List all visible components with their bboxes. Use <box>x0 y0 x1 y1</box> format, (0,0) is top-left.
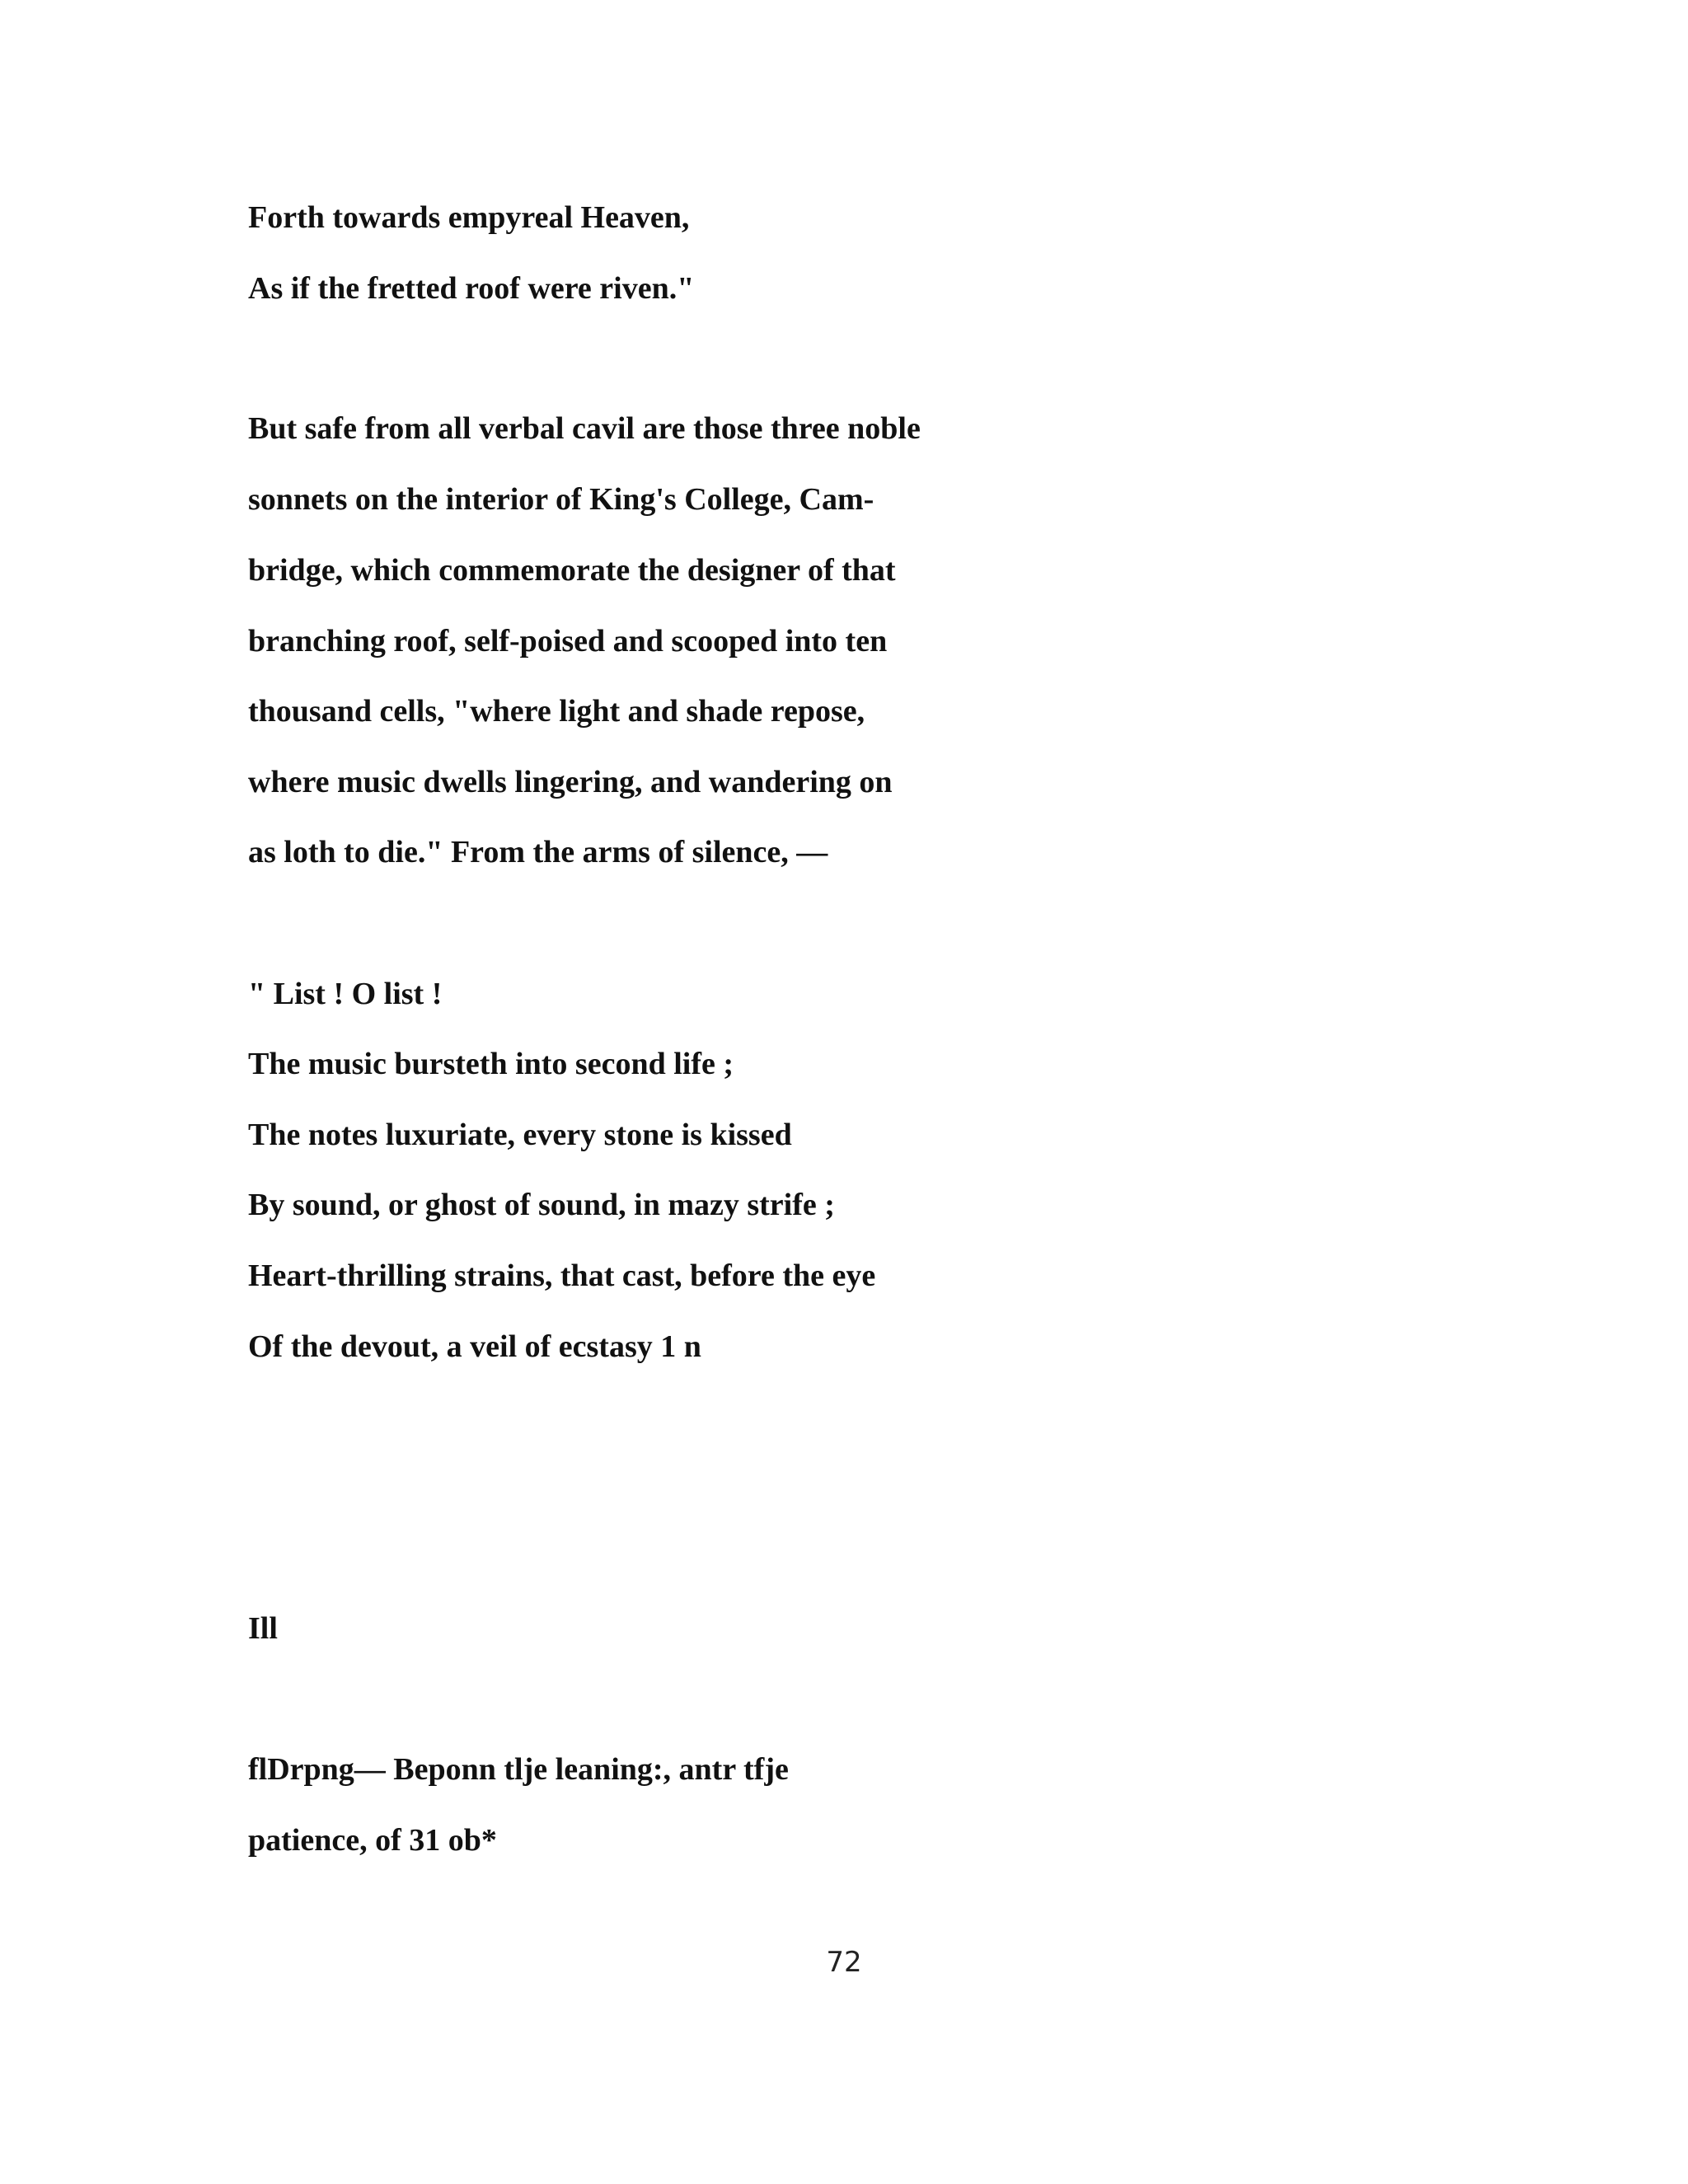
text-line: By sound, or ghost of sound, in mazy strife ; <box>248 1188 835 1222</box>
text-line: Of the devout, a veil of ecstasy 1 n <box>248 1329 701 1364</box>
text-line: Ill <box>248 1611 278 1646</box>
text-line: The music bursteth into second life ; <box>248 1047 734 1081</box>
text-line: thousand cells, "where light and shade repose, <box>248 694 865 729</box>
text-line: patience, of 31 ob* <box>248 1823 497 1858</box>
text-line: branching roof, self-poised and scooped into ten <box>248 624 888 658</box>
text-line: As if the fretted roof were riven." <box>248 271 695 306</box>
page-number: 72 <box>826 1946 862 1979</box>
text-line: where music dwells lingering, and wandering on <box>248 765 893 799</box>
text-line: flDrpng— Beponn tlje leaning:, antr tfje <box>248 1752 789 1787</box>
text-line: Heart-thrilling strains, that cast, before the eye <box>248 1258 876 1293</box>
text-line: The notes luxuriate, every stone is kissed <box>248 1118 792 1152</box>
text-line: as loth to die." From the arms of silence, — <box>248 835 828 869</box>
text-line: bridge, which commemorate the designer of that <box>248 553 896 588</box>
text-line: But safe from all verbal cavil are those three noble <box>248 411 921 446</box>
text-line: " List ! O list ! <box>248 977 443 1011</box>
text-line: Forth towards empyreal Heaven, <box>248 200 690 235</box>
text-line: sonnets on the interior of King's College, Cam- <box>248 482 874 517</box>
